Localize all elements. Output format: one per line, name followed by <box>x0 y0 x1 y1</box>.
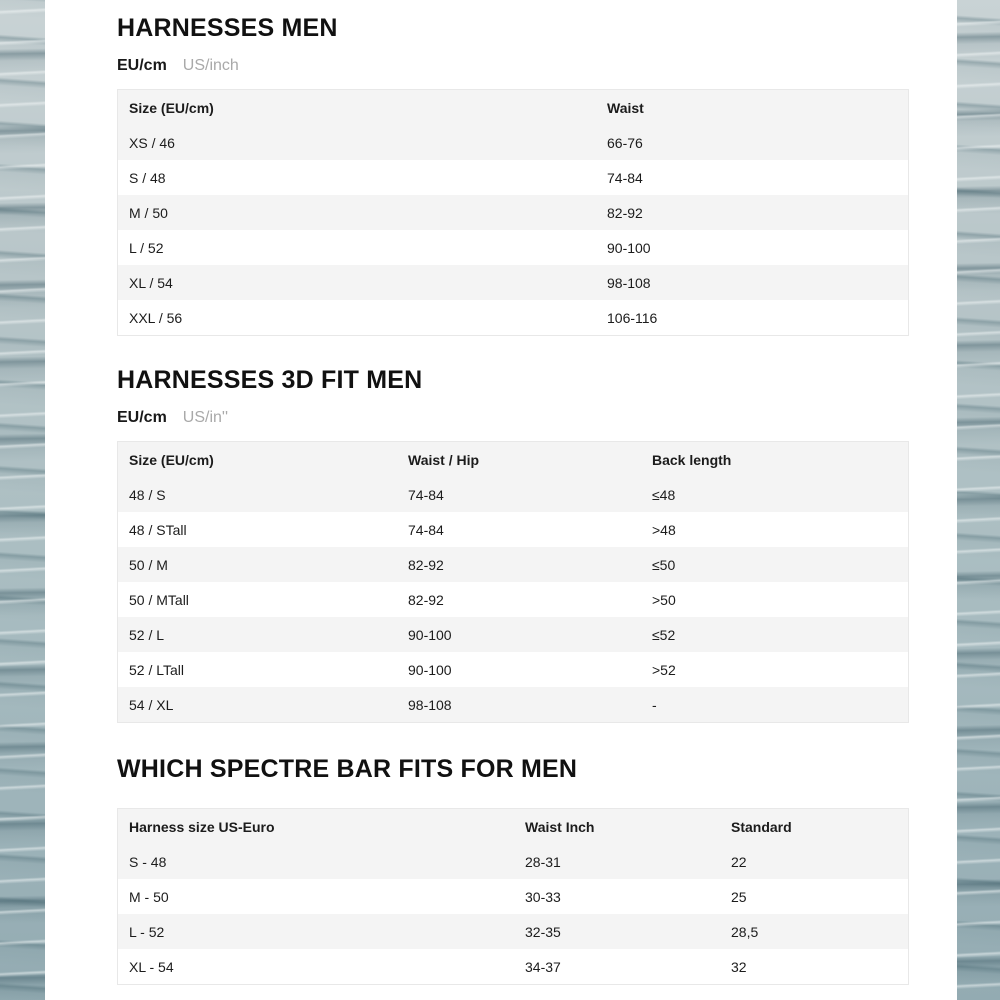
table-row <box>118 477 908 512</box>
table-row <box>118 879 908 914</box>
content-sheet <box>45 0 957 1000</box>
table-cell: XXL / 56 <box>129 309 183 326</box>
table-cell: >52 <box>652 661 676 678</box>
tab-us-in[interactable]: US/in'' <box>182 409 229 426</box>
table-row <box>118 160 908 195</box>
column-header: Waist / Hip <box>408 451 480 468</box>
table-row <box>118 687 908 722</box>
table-cell: 66-76 <box>607 134 643 151</box>
table-cell: 50 / M <box>129 556 168 573</box>
table-cell: 22 <box>731 853 747 870</box>
column-header: Back length <box>652 451 732 468</box>
table-cell: S / 48 <box>129 169 166 186</box>
table-cell: M / 50 <box>129 204 168 221</box>
table-cell: 82-92 <box>408 556 444 573</box>
table-cell: 74-84 <box>408 486 444 503</box>
table-cell: ≤50 <box>652 556 676 573</box>
content-inner <box>45 0 957 985</box>
table-cell: 30-33 <box>525 888 561 905</box>
size-table-spectre-bar <box>117 808 909 985</box>
table-cell: 48 / S <box>129 486 166 503</box>
table-cell: 28,5 <box>731 923 759 940</box>
table-row <box>118 844 908 879</box>
table-row <box>118 652 908 687</box>
table-cell: 48 / STall <box>129 521 187 538</box>
table-cell: - <box>652 696 657 713</box>
column-header: Standard <box>731 818 792 835</box>
table-cell: 90-100 <box>408 626 452 643</box>
unit-tabs-harnesses-men <box>117 56 909 76</box>
section-title-harnesses-3d-fit-men: HARNESSES 3D FIT MEN <box>117 366 423 394</box>
table-row <box>118 230 908 265</box>
table-row <box>118 617 908 652</box>
table-row <box>118 300 908 335</box>
table-cell: L / 52 <box>129 239 164 256</box>
table-cell: 25 <box>731 888 747 905</box>
column-header: Waist <box>607 99 644 116</box>
column-header: Size (EU/cm) <box>129 451 214 468</box>
tab-eu-cm[interactable]: EU/cm <box>117 57 167 74</box>
table-cell: 82-92 <box>607 204 643 221</box>
tab-eu-cm[interactable]: EU/cm <box>117 409 167 426</box>
table-cell: ≤52 <box>652 626 676 643</box>
table-cell: 52 / LTall <box>129 661 184 678</box>
table-cell: 28-31 <box>525 853 561 870</box>
table-cell: XL - 54 <box>129 958 174 975</box>
table-cell: L - 52 <box>129 923 165 940</box>
tab-us-inch[interactable]: US/inch <box>182 57 239 74</box>
table-cell: 90-100 <box>607 239 651 256</box>
table-row <box>118 582 908 617</box>
column-header: Harness size US-Euro <box>129 818 275 835</box>
table-cell: 74-84 <box>607 169 643 186</box>
table-cell: 74-84 <box>408 521 444 538</box>
table-cell: 50 / MTall <box>129 591 189 608</box>
table-row <box>118 265 908 300</box>
table-row <box>118 512 908 547</box>
table-header-row <box>118 442 908 477</box>
table-header-row <box>118 809 908 844</box>
table-cell: 52 / L <box>129 626 165 643</box>
table-cell: >50 <box>652 591 676 608</box>
column-header: Waist Inch <box>525 818 595 835</box>
size-table-harnesses-men <box>117 89 909 336</box>
column-header: Size (EU/cm) <box>129 99 214 116</box>
size-table-harnesses-3d-fit-men <box>117 441 909 723</box>
table-row <box>118 547 908 582</box>
table-cell: 54 / XL <box>129 696 174 713</box>
table-cell: 98-108 <box>607 274 651 291</box>
table-cell: ≤48 <box>652 486 676 503</box>
table-row <box>118 914 908 949</box>
section-title-harnesses-men: HARNESSES MEN <box>117 14 338 42</box>
unit-tabs-harnesses-3d-fit-men <box>117 408 909 428</box>
table-cell: 98-108 <box>408 696 452 713</box>
table-header-row <box>118 90 908 125</box>
table-cell: M - 50 <box>129 888 169 905</box>
section-title-spectre-bar: WHICH SPECTRE BAR FITS FOR MEN <box>117 755 578 783</box>
table-row <box>118 949 908 984</box>
table-cell: 90-100 <box>408 661 452 678</box>
table-cell: 32 <box>731 958 747 975</box>
table-cell: 106-116 <box>607 309 658 326</box>
table-row <box>118 125 908 160</box>
table-cell: XS / 46 <box>129 134 175 151</box>
table-cell: >48 <box>652 521 676 538</box>
table-cell: XL / 54 <box>129 274 173 291</box>
table-row <box>118 195 908 230</box>
table-cell: 82-92 <box>408 591 444 608</box>
table-cell: 32-35 <box>525 923 561 940</box>
table-cell: 34-37 <box>525 958 561 975</box>
table-cell: S - 48 <box>129 853 167 870</box>
